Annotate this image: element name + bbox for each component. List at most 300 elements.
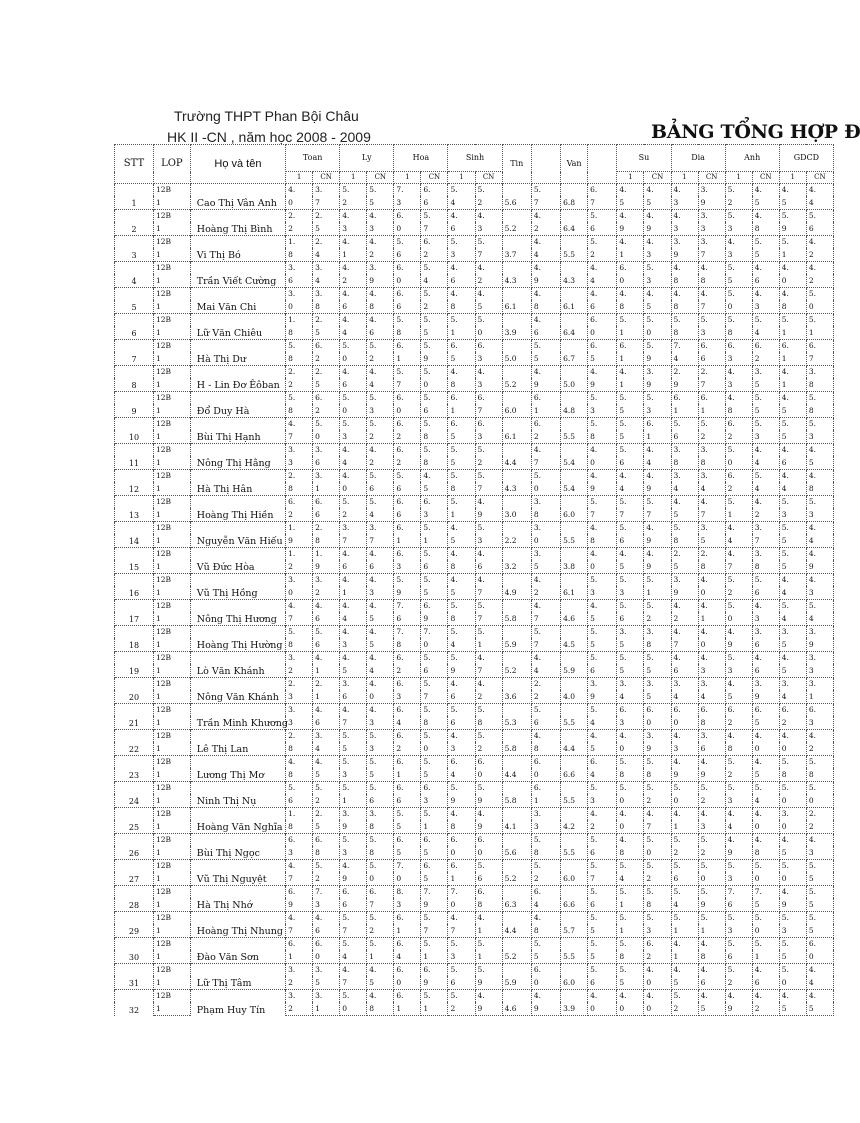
score-cell: 3. bbox=[752, 548, 779, 561]
score-cell bbox=[561, 938, 588, 951]
score-cell: 5 bbox=[644, 690, 671, 704]
sub-label: 1 bbox=[286, 172, 313, 184]
score-cell: 4. bbox=[806, 964, 833, 977]
stt-cell: 18 bbox=[115, 626, 154, 652]
score-cell: 6. bbox=[475, 756, 502, 769]
score-cell: 4 bbox=[367, 378, 394, 392]
score-cell: 5 bbox=[531, 560, 560, 574]
score-cell: 6. bbox=[644, 418, 671, 431]
score-cell: 3. bbox=[698, 184, 725, 197]
score-cell: 5. bbox=[340, 418, 367, 431]
score-cell: 0 bbox=[617, 742, 644, 756]
score-cell: 4 bbox=[779, 612, 806, 626]
score-cell: 5. bbox=[448, 470, 475, 483]
score-cell: 7 bbox=[475, 612, 502, 626]
score-cell: 4.2 bbox=[561, 820, 588, 834]
score-cell: 5. bbox=[698, 860, 725, 873]
score-cell: 9 bbox=[752, 690, 779, 704]
score-cell: 5. bbox=[644, 340, 671, 353]
score-cell: 2. bbox=[671, 548, 698, 561]
score-cell: 5.5 bbox=[561, 534, 588, 548]
col-subject: Dia bbox=[671, 145, 725, 172]
score-cell: 7. bbox=[421, 626, 448, 639]
score-cell: 4. bbox=[340, 860, 367, 873]
score-cell: 9 bbox=[531, 378, 560, 392]
score-cell: 5. bbox=[394, 366, 421, 379]
score-cell: 0 bbox=[779, 794, 806, 808]
table-row bbox=[115, 574, 834, 587]
lop-cell: 12B bbox=[153, 288, 190, 301]
score-cell bbox=[561, 314, 588, 327]
score-cell: 3 bbox=[367, 404, 394, 418]
score-cell: 4. bbox=[671, 184, 698, 197]
score-cell: 3. bbox=[698, 444, 725, 457]
score-cell: 2 bbox=[421, 300, 448, 314]
score-cell: 5 bbox=[588, 742, 617, 756]
score-cell: 5 bbox=[448, 430, 475, 444]
score-cell: 2 bbox=[286, 508, 313, 522]
score-cell: 8 bbox=[806, 482, 833, 496]
score-cell: 4 bbox=[531, 664, 560, 678]
lop-cell: 1 bbox=[153, 534, 190, 548]
score-cell: 7. bbox=[394, 600, 421, 613]
student-name: Nông Thị Hương bbox=[190, 600, 285, 626]
score-cell: 5. bbox=[644, 756, 671, 769]
score-cell: 5 bbox=[367, 638, 394, 652]
score-cell: 4. bbox=[475, 912, 502, 925]
score-cell: 1. bbox=[286, 548, 313, 561]
score-cell: 2 bbox=[367, 924, 394, 938]
score-cell: 5. bbox=[806, 418, 833, 431]
score-cell: 5. bbox=[806, 288, 833, 301]
score-cell bbox=[502, 938, 531, 951]
score-cell: 0 bbox=[725, 612, 752, 626]
sub-label: CN bbox=[698, 172, 725, 184]
student-name: Phạm Huy Tín bbox=[190, 990, 285, 1016]
score-cell: 2 bbox=[394, 456, 421, 470]
score-cell: 4 bbox=[725, 534, 752, 548]
score-cell: 4. bbox=[671, 210, 698, 223]
score-cell: 5 bbox=[644, 300, 671, 314]
score-cell: 4. bbox=[725, 548, 752, 561]
score-cell: 3. bbox=[340, 678, 367, 691]
score-cell: 6 bbox=[698, 352, 725, 366]
score-cell: 5. bbox=[448, 184, 475, 197]
score-cell: 4. bbox=[617, 366, 644, 379]
stt-cell: 6 bbox=[115, 314, 154, 340]
stt-cell: 14 bbox=[115, 522, 154, 548]
score-cell: 5. bbox=[588, 496, 617, 509]
score-cell: 1 bbox=[313, 482, 340, 496]
score-cell: 4 bbox=[588, 768, 617, 782]
score-cell: 6.0 bbox=[561, 976, 588, 990]
score-cell: 9 bbox=[644, 222, 671, 236]
score-cell: 5. bbox=[779, 548, 806, 561]
score-cell: 4. bbox=[752, 184, 779, 197]
score-cell: 5. bbox=[421, 678, 448, 691]
score-cell: 3.2 bbox=[502, 560, 531, 574]
score-cell: 4 bbox=[367, 664, 394, 678]
score-cell: 6 bbox=[588, 300, 617, 314]
sub-label: CN bbox=[806, 172, 833, 184]
score-cell: 4. bbox=[698, 288, 725, 301]
score-cell: 2. bbox=[286, 730, 313, 743]
score-cell: 6.1 bbox=[561, 586, 588, 600]
score-cell: 4. bbox=[588, 366, 617, 379]
score-cell: 2 bbox=[394, 664, 421, 678]
table-row bbox=[115, 626, 834, 639]
score-cell: 5 bbox=[340, 664, 367, 678]
score-cell: 6. bbox=[752, 340, 779, 353]
score-cell: 1 bbox=[617, 248, 644, 262]
score-cell: 3 bbox=[725, 872, 752, 886]
score-cell: 3. bbox=[671, 574, 698, 587]
score-cell: 3 bbox=[698, 664, 725, 678]
score-cell: 4. bbox=[671, 938, 698, 951]
score-cell: 9 bbox=[394, 586, 421, 600]
score-cell: 3. bbox=[286, 574, 313, 587]
table-row bbox=[115, 340, 834, 353]
score-cell: 7 bbox=[698, 378, 725, 392]
score-cell: 2. bbox=[286, 366, 313, 379]
score-cell: 4. bbox=[752, 496, 779, 509]
score-cell: 6 bbox=[340, 898, 367, 912]
stt-cell: 23 bbox=[115, 756, 154, 782]
score-cell: 8 bbox=[421, 456, 448, 470]
score-cell: 6 bbox=[671, 664, 698, 678]
score-cell: 2. bbox=[286, 678, 313, 691]
score-cell: 8 bbox=[367, 846, 394, 860]
score-cell: 5. bbox=[644, 600, 671, 613]
score-cell: 6. bbox=[421, 834, 448, 847]
score-cell: 4. bbox=[671, 600, 698, 613]
score-cell: 6. bbox=[531, 392, 560, 405]
col-name: Họ và tên bbox=[190, 145, 285, 184]
score-cell: 0 bbox=[698, 586, 725, 600]
score-cell: 0 bbox=[779, 872, 806, 886]
score-cell bbox=[502, 444, 531, 457]
student-name: Hà Thị Nhớ bbox=[190, 886, 285, 912]
score-cell: 2 bbox=[286, 976, 313, 990]
score-cell: 5 bbox=[779, 846, 806, 860]
score-cell bbox=[561, 470, 588, 483]
score-cell: 4. bbox=[779, 444, 806, 457]
score-cell: 3. bbox=[367, 522, 394, 535]
score-cell: 5 bbox=[806, 898, 833, 912]
score-cell: 8 bbox=[588, 534, 617, 548]
col-lop: LOP bbox=[153, 145, 190, 184]
score-cell: 6. bbox=[617, 704, 644, 717]
score-cell: 3 bbox=[644, 924, 671, 938]
score-cell: 4. bbox=[617, 236, 644, 249]
score-cell: 2 bbox=[698, 794, 725, 808]
score-cell: 3. bbox=[367, 262, 394, 275]
score-cell: 8 bbox=[779, 768, 806, 782]
score-cell: 6. bbox=[698, 704, 725, 717]
score-cell: 3 bbox=[286, 690, 313, 704]
score-cell: 5 bbox=[475, 300, 502, 314]
score-cell: 6. bbox=[394, 730, 421, 743]
lop-cell: 12B bbox=[153, 366, 190, 379]
score-cell: 0 bbox=[644, 1002, 671, 1016]
score-cell: 1 bbox=[644, 430, 671, 444]
student-name: Nông Văn Khánh bbox=[190, 678, 285, 704]
score-cell: 4. bbox=[779, 574, 806, 587]
score-cell: 5. bbox=[725, 756, 752, 769]
score-cell: 4. bbox=[617, 548, 644, 561]
score-cell: 5. bbox=[286, 392, 313, 405]
score-cell: 2 bbox=[286, 1002, 313, 1016]
score-cell: 8 bbox=[421, 430, 448, 444]
sub-label: CN bbox=[313, 172, 340, 184]
score-cell: 5 bbox=[617, 664, 644, 678]
score-cell: 0 bbox=[617, 794, 644, 808]
score-cell: 5 bbox=[779, 638, 806, 652]
score-cell: 5. bbox=[617, 782, 644, 795]
score-cell: 4. bbox=[531, 912, 560, 925]
score-cell: 5. bbox=[531, 938, 560, 951]
score-cell: 4. bbox=[779, 184, 806, 197]
score-cell: 2 bbox=[644, 612, 671, 626]
score-cell: 8 bbox=[448, 612, 475, 626]
score-cell: 4. bbox=[367, 990, 394, 1003]
lop-cell: 1 bbox=[153, 560, 190, 574]
score-cell: 4. bbox=[448, 288, 475, 301]
score-cell: 4 bbox=[671, 482, 698, 496]
score-cell: 6. bbox=[779, 704, 806, 717]
score-cell: 3. bbox=[286, 990, 313, 1003]
score-cell: 4. bbox=[671, 288, 698, 301]
score-cell: 0 bbox=[671, 716, 698, 730]
score-cell: 2. bbox=[671, 366, 698, 379]
score-cell: 3. bbox=[644, 730, 671, 743]
score-cell: 8 bbox=[286, 352, 313, 366]
score-cell: 2 bbox=[340, 196, 367, 210]
score-cell: 1 bbox=[806, 326, 833, 340]
score-cell: 4 bbox=[779, 690, 806, 704]
score-cell: 0 bbox=[752, 924, 779, 938]
header-row bbox=[115, 145, 834, 172]
score-cell: 5.5 bbox=[561, 846, 588, 860]
score-cell: 2. bbox=[313, 678, 340, 691]
score-cell: 2 bbox=[286, 222, 313, 236]
score-cell: 5 bbox=[752, 248, 779, 262]
score-cell: 4 bbox=[367, 508, 394, 522]
score-cell: 6 bbox=[367, 794, 394, 808]
lop-cell: 12B bbox=[153, 912, 190, 925]
score-cell: 6. bbox=[671, 392, 698, 405]
score-cell: 4. bbox=[752, 444, 779, 457]
score-cell: 9 bbox=[644, 742, 671, 756]
score-cell: 5 bbox=[588, 950, 617, 964]
student-name: Bùi Thị Ngọc bbox=[190, 834, 285, 860]
score-cell: 5. bbox=[779, 496, 806, 509]
score-cell: 3. bbox=[286, 652, 313, 665]
score-cell: 4 bbox=[806, 612, 833, 626]
score-cell: 3 bbox=[286, 716, 313, 730]
score-cell: 5 bbox=[313, 768, 340, 782]
score-cell: 4. bbox=[588, 288, 617, 301]
score-cell: 9 bbox=[475, 820, 502, 834]
lop-cell: 12B bbox=[153, 652, 190, 665]
table-row bbox=[115, 834, 834, 847]
score-cell: 6. bbox=[588, 184, 617, 197]
col-subject: Sinh bbox=[448, 145, 502, 172]
score-cell: 5. bbox=[340, 782, 367, 795]
score-cell: 4. bbox=[367, 366, 394, 379]
score-cell: 0 bbox=[617, 1002, 644, 1016]
score-cell: 5. bbox=[779, 756, 806, 769]
score-cell: 4. bbox=[752, 262, 779, 275]
student-name: Lương Thị Mơ bbox=[190, 756, 285, 782]
student-name: Vũ Thị Hồng bbox=[190, 574, 285, 600]
score-cell: 3 bbox=[698, 326, 725, 340]
score-cell: 5. bbox=[588, 392, 617, 405]
lop-cell: 1 bbox=[153, 820, 190, 834]
score-cell: 5 bbox=[448, 352, 475, 366]
score-cell: 4. bbox=[698, 938, 725, 951]
score-cell: 6. bbox=[448, 860, 475, 873]
score-cell bbox=[561, 262, 588, 275]
score-cell bbox=[561, 990, 588, 1003]
score-cell: 5. bbox=[617, 574, 644, 587]
score-cell: 5.5 bbox=[561, 950, 588, 964]
score-cell bbox=[502, 912, 531, 925]
score-cell: 4. bbox=[448, 522, 475, 535]
score-cell: 1 bbox=[340, 586, 367, 600]
score-cell: 5 bbox=[448, 586, 475, 600]
score-cell: 6 bbox=[671, 872, 698, 886]
score-cell: 4. bbox=[286, 418, 313, 431]
stt-cell: 28 bbox=[115, 886, 154, 912]
score-cell: 3 bbox=[806, 430, 833, 444]
score-cell: 5 bbox=[617, 638, 644, 652]
table-row bbox=[115, 730, 834, 743]
score-cell: 6. bbox=[698, 392, 725, 405]
lop-cell: 12B bbox=[153, 678, 190, 691]
lop-cell: 12B bbox=[153, 964, 190, 977]
score-cell: 5. bbox=[806, 314, 833, 327]
score-cell bbox=[502, 262, 531, 275]
score-cell: 7 bbox=[340, 976, 367, 990]
score-cell: 5 bbox=[448, 534, 475, 548]
score-cell: 4. bbox=[617, 184, 644, 197]
score-cell: 8 bbox=[448, 300, 475, 314]
score-cell: 5. bbox=[421, 262, 448, 275]
score-cell: 6 bbox=[340, 560, 367, 574]
score-cell: 5 bbox=[752, 196, 779, 210]
score-cell: 3. bbox=[313, 990, 340, 1003]
score-cell: 3 bbox=[752, 430, 779, 444]
score-cell: 6 bbox=[698, 976, 725, 990]
score-cell: 0 bbox=[421, 742, 448, 756]
score-cell: 4. bbox=[367, 678, 394, 691]
lop-cell: 1 bbox=[153, 196, 190, 210]
score-cell: 6. bbox=[394, 912, 421, 925]
score-cell: 6. bbox=[394, 782, 421, 795]
score-cell: 3. bbox=[806, 652, 833, 665]
score-cell: 5 bbox=[671, 560, 698, 574]
score-cell: 6. bbox=[475, 834, 502, 847]
score-cell: 4. bbox=[617, 834, 644, 847]
score-cell: 2. bbox=[313, 808, 340, 821]
score-cell: 8. bbox=[394, 886, 421, 899]
score-cell: 8 bbox=[617, 300, 644, 314]
score-cell: 4. bbox=[644, 210, 671, 223]
table-row bbox=[115, 886, 834, 899]
score-cell: 5. bbox=[779, 912, 806, 925]
score-cell: 1 bbox=[475, 924, 502, 938]
score-cell: 4. bbox=[286, 756, 313, 769]
score-cell bbox=[502, 782, 531, 795]
score-cell: 7 bbox=[725, 560, 752, 574]
school-name: Trường THPT Phan Bội Châu bbox=[174, 108, 359, 124]
score-cell: 5. bbox=[421, 652, 448, 665]
score-cell: 4. bbox=[698, 652, 725, 665]
col-subject: Ly bbox=[340, 145, 394, 172]
score-cell: 4. bbox=[671, 808, 698, 821]
score-cell bbox=[561, 860, 588, 873]
score-cell: 4 bbox=[588, 274, 617, 288]
score-cell: 5. bbox=[725, 444, 752, 457]
score-cell: 6 bbox=[617, 612, 644, 626]
score-cell: 9 bbox=[644, 482, 671, 496]
score-cell: 3 bbox=[588, 586, 617, 600]
score-cell: 5. bbox=[725, 600, 752, 613]
score-cell: 3 bbox=[725, 248, 752, 262]
score-cell: 4. bbox=[475, 548, 502, 561]
score-cell: 6 bbox=[421, 196, 448, 210]
score-cell: 9 bbox=[340, 820, 367, 834]
sub-label: 1 bbox=[725, 172, 752, 184]
score-cell bbox=[502, 184, 531, 197]
score-cell: 4. bbox=[779, 366, 806, 379]
score-cell: 5. bbox=[448, 236, 475, 249]
score-cell: 5. bbox=[588, 210, 617, 223]
score-cell: 7. bbox=[313, 886, 340, 899]
score-cell: 2 bbox=[448, 1002, 475, 1016]
score-cell: 1 bbox=[698, 404, 725, 418]
score-cell: 4. bbox=[644, 808, 671, 821]
score-cell: 3. bbox=[806, 626, 833, 639]
score-cell: 6. bbox=[421, 184, 448, 197]
score-cell: 5 bbox=[313, 378, 340, 392]
score-cell: 5. bbox=[421, 288, 448, 301]
score-cell: 2 bbox=[313, 352, 340, 366]
score-cell: 7 bbox=[313, 196, 340, 210]
lop-cell: 1 bbox=[153, 976, 190, 990]
score-cell: 5. bbox=[806, 496, 833, 509]
student-name: Vũ Thị Nguyệt bbox=[190, 860, 285, 886]
score-cell: 3. bbox=[313, 470, 340, 483]
score-cell: 4. bbox=[617, 990, 644, 1003]
score-cell: 8 bbox=[644, 898, 671, 912]
score-cell: 5 bbox=[779, 664, 806, 678]
score-cell: 5.6 bbox=[502, 846, 531, 860]
score-cell: 8 bbox=[313, 846, 340, 860]
score-cell: 6. bbox=[421, 782, 448, 795]
score-cell: 4 bbox=[752, 794, 779, 808]
score-cell: 4 bbox=[725, 820, 752, 834]
score-cell: 6 bbox=[475, 560, 502, 574]
score-cell: 5.4 bbox=[561, 456, 588, 470]
score-cell: 9 bbox=[475, 508, 502, 522]
score-cell: 2. bbox=[531, 678, 560, 691]
stt-cell: 20 bbox=[115, 678, 154, 704]
score-cell: 0 bbox=[806, 950, 833, 964]
score-cell: 1 bbox=[671, 950, 698, 964]
score-cell: 5.2 bbox=[502, 950, 531, 964]
